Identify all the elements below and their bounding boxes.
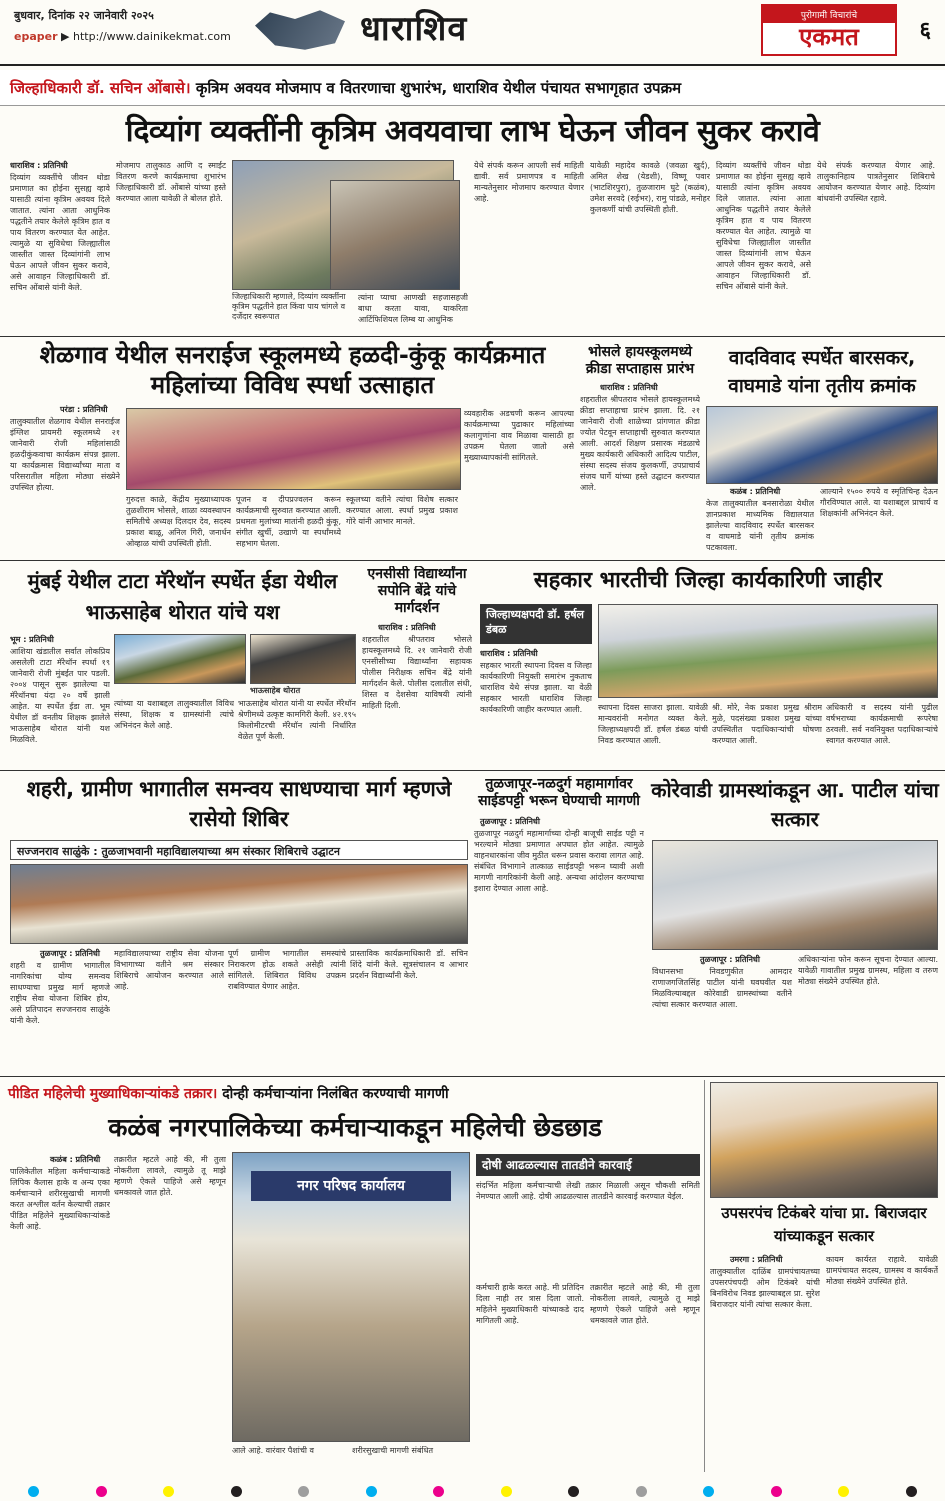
rasyo-headline: शहरी, ग्रामीण भागातील समन्वय साधण्याचा मार्ग म्हणजे रासेयो शिबिर bbox=[26, 777, 452, 831]
top-story-col-6: दिव्यांग व्यक्तींचे जीवन थोडा प्रमाणात का होईना सुसह्य व्हावे यासाठी त्यांना कृत्रिम अवयव दिले जातात. त्यांना आता आधुनिक पद्धतीने तयार केलेले कृत्रिम हात व पाय वितरण करण्यात येत आहेत. त्यामुळे या सुविधेचा जिल्ह्यातील जास्तीत जास्त दिव्यांगांनी लाभ घेऊन आपले जीवन सुकर करावे, असे आवाहन जिल्हाधिकारी डॉ. सचिन ओंबासे यांनी केले. bbox=[716, 161, 811, 291]
top-story-photo-2 bbox=[330, 180, 460, 290]
top-story-col-4: येथे संपर्क करून आपली सर्व माहिती द्यावी. सर्व प्रमाणपत्र व माहिती मान्यतेनुसार मोजमाप करण्यात येणार आहे. bbox=[474, 161, 584, 203]
epaper-url[interactable]: epaper ▶ http://www.dainikekmat.com bbox=[14, 30, 231, 43]
kalamb-col-4: तक्रारीत म्हटले आहे की, मी तुला नोकरीला लावले, त्यामुळे तू माझे म्हणणे ऐकले पाहिजे असे म्हणून धमकावले जात होते. bbox=[590, 1283, 700, 1325]
sahakar-col-3: श्री. मोरे, नेक प्रकाश प्रमुख श्रीराम मुळे, पदसंख्या प्रकाश प्रमुख यांच्या उपस्थितीत पदाधिकाऱ्यांची घोषणा करण्यात आली. bbox=[712, 703, 822, 745]
top-story-headline: दिव्यांग व्यक्तींनी कृत्रिम अवयवाचा लाभ घेऊन जीवन सुकर करावे bbox=[125, 114, 820, 149]
tuljapur-road-headline: तुळजापूर-नळदुर्ग महामार्गावर साईडपट्टी भरून घेण्याची मागणी bbox=[478, 776, 640, 809]
sahakar-headline: सहकार भारतीची जिल्हा कार्यकारिणी जाहीर bbox=[533, 568, 883, 593]
top-story-col-5: यावेळी महादेव कावळे (जवळा खुर्द), अमित शेख (येडशी), विष्णू पवार (भाटशिरपुरा), तुळजाराम घुटे (कळंब), उमेश सरवदे (रुईभर), रामु पांडळे, मनोहर कुलकर्णी यांची उपस्थिती होती. bbox=[590, 161, 710, 214]
registration-dot bbox=[231, 1486, 242, 1497]
shelgaon-photo bbox=[126, 408, 461, 490]
top-story-kicker-strip bbox=[0, 70, 945, 106]
marathon-headline: मुंबई येथील टाटा मॅरेथॉन स्पर्धेत ईडा येथील भाऊसाहेब थोरात यांचे यश bbox=[27, 569, 338, 624]
bhosle-headline: भोसले हायस्कूलमध्ये क्रीडा सप्ताहास प्रारंभ bbox=[585, 344, 695, 377]
sahakar-box-title: जिल्हाध्यक्षपदी डॉ. हर्षल डंबळ bbox=[480, 604, 592, 644]
registration-dot bbox=[906, 1486, 917, 1497]
registration-dot bbox=[433, 1486, 444, 1497]
registration-dot bbox=[28, 1486, 39, 1497]
shelgaon-col-2: गुरुदत्त काळे, केंद्रीय मुख्याध्यापक तुळशीराम भोसले, शाळा व्यवस्थापन समितीचे अध्यक्ष दिलदार देव, सदस्य प्रकाश बाळू, अनिल गिरी, जनार्धन ओव्हाळ यांची उपस्थिती होती. bbox=[126, 495, 231, 548]
registration-dot bbox=[771, 1486, 782, 1497]
top-story-col-7: येथे संपर्क करण्यात येणार आहे. तालुकानिहाय पात्रतेनुसार शिबिराचे आयोजन करण्यात येणार आहे. दिव्यांग बांधवांनी उपस्थित रहावे. bbox=[817, 161, 935, 203]
korewadi-col-2: अधिकाऱ्यांना फोन करून सूचना देण्यात आल्या. यावेळी गावातील प्रमुख ग्रामस्थ, महिला व तरुण मोठ्या संख्येने उपस्थित होते. bbox=[798, 955, 938, 986]
registration-dot bbox=[501, 1486, 512, 1497]
tikambare-photo bbox=[710, 1082, 938, 1198]
top-story-subhead: कृत्रिम अवयव मोजमाप व वितरणाचा शुभारंभ, धाराशिव येथील पंचायत सभागृहात उपक्रम bbox=[195, 79, 682, 97]
kalamb-subhead: दोन्ही कर्मचाऱ्यांना निलंबित करण्याची मागणी bbox=[222, 1086, 449, 1102]
marathon-col-1: आशिया खंडातील सर्वात लोकप्रिय असलेली टाटा मॅरेथॉन स्पर्धा १९ जानेवारी रोजी मुंबईत पार पडली. २००४ पासून सुरू झालेल्या या मॅरेथॉनचा यंदा २० वर्षे झाली आहेत. या स्पर्धेत ईडा ता. भूम येथील डॉ वनतीय शिक्षक झालेले भाऊसाहेब थोरात यांनी यश मिळविले. bbox=[10, 647, 110, 744]
vadvivad-headline: वादविवाद स्पर्धेत बारसकर, वाघमाडे यांना तृतीय क्रमांक bbox=[728, 347, 916, 397]
tuljapur-road-byline: तुळजापूर : प्रतिनिधी bbox=[480, 817, 540, 826]
rasyo-sub-strip bbox=[10, 840, 468, 860]
top-story-col-3: त्यांना प्याचा आणखी सहजासहजी बाधा करता यावा, याकरिता आर्टिफिशियल लिम्ब या आधुनिक bbox=[358, 293, 468, 324]
registration-dot bbox=[96, 1486, 107, 1497]
top-story-kicker: जिल्हाधिकारी डॉ. सचिन ओंबासे। bbox=[10, 79, 191, 97]
kalamb-box-body: संदर्भित महिला कर्मचाऱ्याची लेखी तक्रार मिळाली असून चौकशी समिती नेमण्यात आली आहे. दोषी आढळल्यास तातडीने कारवाई करण्यात येईल. bbox=[476, 1181, 700, 1201]
rasyo-photo bbox=[10, 864, 468, 944]
marathon-photo-caption: भाऊसाहेब थोरात bbox=[250, 686, 301, 695]
divider bbox=[0, 336, 945, 337]
vadvivad-col-1: केज तालुक्यातील बनसारोळा येथील ज्ञानप्रकाश माध्यमिक विद्यालयात झालेल्या वादविवाद स्पर्धेत बारसकर व वाघमाडे यांनी तृतीय क्रमांक पटकावला. bbox=[706, 499, 814, 552]
shelgaon-col-1: तालुक्यातील शेळगाव येथील सनराईज इंग्लिश प्रायमरी स्कूलमध्ये २१ जानेवारी रोजी महिलांसाठी हळदीकुंकवाचा कार्यक्रम संपन्न झाला. या कार्यक्रमास विद्यार्थ्यांच्या माता व परिसरातील महिला मोठ्या संख्येने उपस्थित होत्या. bbox=[10, 417, 120, 492]
vadvivad-col-2: आल्याने १५०० रुपये व स्मृतिचिन्ह देऊन गौरविण्यात आले. या यशाबद्दल प्राचार्य व शिक्षकांनी अभिनंदन केले. bbox=[820, 487, 938, 518]
masthead bbox=[0, 0, 945, 66]
epaper-label: epaper bbox=[14, 30, 58, 43]
shelgaon-col-3: पूजन व दीपप्रज्वलन करून कार्यक्रमाची सुरुवात करण्यात आली. प्रथमतः मुलांच्या मातांनी हळदी कुंकू, संगीत खुर्ची, उखाणे या स्पर्धांमध्ये सहभाग घेतला. bbox=[236, 495, 341, 548]
registration-dot bbox=[163, 1486, 174, 1497]
top-story-col-1: दिव्यांग व्यक्तींचे जीवन थोडा प्रमाणात का होईना सुसह्य व्हावे यासाठी त्यांना कृत्रिम अवयव दिले जातात. त्यांना आता आधुनिक पद्धतीने तयार केलेले कृत्रिम हात व पाय वितरण करण्यात येत आहेत. त्यामुळे या सुविधेचा जिल्ह्यातील जास्तीत जास्त दिव्यांगांनी लाभ घेऊन आपले जीवन सुकर करावे, असे आवाहन जिल्हाधिकारी डॉ. सचिन ओंबासे यांनी केले. bbox=[10, 173, 110, 292]
newspaper-logo bbox=[761, 4, 897, 56]
top-story-col-2: मोजमाप तालुकाठ आणि द स्माईट वितरण करणे कार्यक्रमाचा शुभारंभ जिल्हाधिकारी डॉ. ओंबासे यांच्या हस्ते करण्यात आला यावेळी ते बोलत होते. bbox=[116, 161, 226, 203]
logo-brand: एकमत bbox=[799, 23, 859, 51]
kalamb-byline: कळंब : प्रतिनिधी bbox=[50, 1155, 101, 1164]
shelgaon-col-4: स्कूलच्या वतीने त्यांचा विशेष सत्कार करण्यात आला. स्पर्धा प्रमुख प्रकाश गोरे यांनी आभार मानले. bbox=[346, 495, 458, 526]
map-decoration bbox=[250, 8, 350, 52]
registration-dot bbox=[703, 1486, 714, 1497]
ncc-body: शहरातील श्रीपतराव भोसले हायस्कूलमध्ये दि. २१ जानेवारी रोजी एनसीसीच्या विद्यार्थ्यांना सहायक पोलीस निरीक्षक सचिन बेंद्रे यांनी मार्गदर्शन केले. पोलीस दलातील संधी, शिस्त व देशसेवा याविषयी त्यांनी माहिती दिली. bbox=[362, 635, 472, 710]
kalamb-col-1: पालिकेतील महिला कर्मचाऱ्याकडे लिपिक कैलास हाके व अन्य एका कर्मचाऱ्याने शरीरसुखाची मागणी करत अश्लील वर्तन केल्याची तक्रार पीडित महिलेने मुख्याधिकाऱ्यांकडे केली आहे. bbox=[10, 1167, 110, 1231]
logo-tagline: पुरोगामी विचारांचे bbox=[763, 6, 895, 23]
tikambare-col-2: कायम कार्यरत राहावे. यावेळी ग्रामपंचायत सदस्य, ग्रामस्थ व कार्यकर्ते मोठ्या संख्येने उपस्थित होते. bbox=[826, 1255, 938, 1286]
kalamb-col-2: तक्रारीत म्हटले आहे की, मी तुला नोकरीला लावले, त्यामुळे तू माझे म्हणणे ऐकले पाहिजे असे म्हणून धमकावले जात होते. bbox=[114, 1155, 226, 1197]
vadvivad-photo bbox=[706, 406, 938, 484]
tikambare-byline: उमरगा : प्रतिनिधी bbox=[730, 1255, 783, 1264]
ncc-byline: धाराशिव : प्रतिनिधी bbox=[378, 623, 436, 632]
shelgaon-col-5: व्यवहारीक अडचणी करून आपल्या कार्यक्रमाच्या पुढाकार महिलांच्या कलागुणांना वाव मिळावा यासाठी हा उपक्रम घेतला जातो असे मुख्याध्यापकांनी सांगितले. bbox=[464, 409, 574, 462]
korewadi-col-1: विधानसभा निवडणुकीत आमदार राणाजगजितसिंह पाटील यांनी घवघवीत यश मिळविल्याबद्दल कोरेवाडी ग्रामस्थांच्या वतीने त्यांचा सत्कार करण्यात आला. bbox=[652, 967, 792, 1009]
rasyo-byline: तुळजापूर : प्रतिनिधी bbox=[40, 949, 100, 958]
sahakar-col-2: स्थापना दिवस साजरा झाला. यावेळी मान्यवरांनी मनोगत व्यक्त केले. जिल्हाध्यक्षपदी डॉ. हर्षल डंबळ यांची निवड करण्यात आली. bbox=[598, 703, 708, 745]
rasyo-col-2: महाविद्यालयाच्या राष्ट्रीय सेवा योजना विभागाच्या वतीने श्रम संस्कार शिबिराचे आयोजन करण्यात आले आहे. bbox=[114, 949, 224, 991]
registration-dot bbox=[636, 1486, 647, 1497]
korewadi-photo bbox=[652, 840, 938, 950]
rasyo-col-1: शहरी व ग्रामीण भागातील नागरिकांचा योग्य समन्वय साधण्याचा प्रमुख मार्ग म्हणजे राष्ट्रीय सेवा योजना शिबिर होय, असे प्रतिपादन सज्जनराव साळुंके यांनी केले. bbox=[10, 961, 110, 1025]
divider bbox=[704, 1080, 705, 1472]
divider bbox=[0, 1076, 945, 1077]
rasyo-sub-name: सज्जनराव साळुंके : bbox=[17, 845, 98, 858]
shelgaon-byline: परंडा : प्रतिनिधी bbox=[60, 405, 108, 414]
kalamb-photo-caption-2: शरीरसुखाची मागणी संबंधित bbox=[352, 1446, 434, 1455]
marathon-photo-1 bbox=[114, 634, 246, 684]
top-story-photo-caption: जिल्हाधिकारी म्हणाले, दिव्यांग व्यक्तींना कृत्रिम पद्धतीने हात किंवा पाय चांगले व दर्जेदार स्वरूपात bbox=[232, 292, 346, 321]
marathon-col-3: भाऊसाहेब थोरात यांनी या स्पर्धेत मॅरेथॉन श्रेणीमध्ये उत्कृष्ट कामगिरी केली. ४२.१९५ किलोमीटरची मॅरेथॉन त्यांनी निर्धारित वेळेत पूर्ण केली. bbox=[238, 699, 356, 741]
print-registration-bar bbox=[0, 1481, 945, 1501]
ncc-headline: एनसीसी विद्यार्थ्यांना सपोनि बेंद्रे यांचे मार्गदर्शन bbox=[367, 566, 467, 616]
tuljapur-road-body: तुळजापूर नळदुर्ग महामार्गाच्या दोन्ही बाजूची साईड पट्टी न भरल्याने मोठ्या प्रमाणात अपघात होत आहेत. त्यामुळे वाहनधारकांना जीव मुठीत धरून प्रवास करावा लागत आहे. संबंधित विभागाने तात्काळ साईडपट्टी भरून घ्यावी अशी मागणी नागरिकांनी केली आहे. अन्यथा आंदोलन करण्याचा इशारा देण्यात आला आहे. bbox=[474, 829, 644, 893]
sahakar-col-1: सहकार भारती स्थापना दिवस व जिल्हा कार्यकारिणी नियुक्ती समारंभ नुकताच धाराशिव येथे संपन्न झाला. या वेळी सहकार भारती धाराशिव जिल्हा कार्यकारिणी जाहीर करण्यात आली. bbox=[480, 661, 592, 714]
korewadi-byline: तुळजापूर : प्रतिनिधी bbox=[700, 955, 760, 964]
tikambare-headline: उपसरपंच टिकंबरे यांचा प्रा. बिराजदार यांच्याकडून सत्कार bbox=[721, 1204, 927, 1245]
sahakar-byline: धाराशिव : प्रतिनिधी bbox=[480, 649, 538, 658]
kalamb-photo-sign: नगर परिषद कार्यालय bbox=[251, 1171, 451, 1201]
kalamb-photo-caption: आले आहे. वारंवार पैशांची व bbox=[232, 1446, 314, 1455]
registration-dot bbox=[838, 1486, 849, 1497]
shelgaon-headline: शेळगाव येथील सनराईज स्कूलमध्ये हळदी-कुंकू कार्यक्रमात महिलांच्या विविध स्पर्धा उत्साहात bbox=[39, 341, 546, 399]
sahakar-photo bbox=[598, 604, 938, 698]
edition-name: धाराशिव bbox=[360, 9, 468, 49]
divider bbox=[0, 770, 945, 771]
divider bbox=[0, 560, 945, 561]
kalamb-photo bbox=[232, 1152, 470, 1442]
kalamb-box-title: दोषी आढळल्यास तातडीने कारवाई bbox=[476, 1154, 700, 1176]
tikambare-col-1: तालुक्यातील दाळिंब ग्रामपंचायतच्या उपसरपंचपदी ओम टिकंबरे यांची बिनविरोध निवड झाल्याबद्दल प्रा. सुरेश बिराजदार यांनी त्यांचा सत्कार केला. bbox=[710, 1267, 820, 1309]
marathon-col-2: त्यांच्या या यशाबद्दल तालुक्यातील विविध संस्था, शिक्षक व ग्रामस्थांनी त्यांचे अभिनंदन केले आहे. bbox=[114, 699, 234, 730]
kalamb-kicker-strip bbox=[0, 1080, 700, 1104]
top-story-byline: धाराशिव : प्रतिनिधी bbox=[10, 161, 68, 170]
page-number: ६ bbox=[919, 18, 931, 43]
issue-date: बुधवार, दिनांक २२ जानेवारी २०२५ bbox=[14, 9, 154, 22]
rasyo-col-3: पूर्ण ग्रामीण भागातील समस्यांचे निराकरण होऊ शकते असेही त्यांनी सांगितले. शिबिरात विविध उपक्रम राबविण्यात येणार आहेत. bbox=[228, 949, 346, 991]
marathon-byline: भूम : प्रतिनिधी bbox=[10, 635, 54, 644]
website-link[interactable]: http://www.dainikekmat.com bbox=[72, 30, 231, 43]
registration-dot bbox=[366, 1486, 377, 1497]
korewadi-headline: कोरेवाडी ग्रामस्थांकडून आ. पाटील यांचा सत्कार bbox=[651, 778, 939, 831]
registration-dot bbox=[298, 1486, 309, 1497]
kalamb-headline: कळंब नगरपालिकेच्या कर्मचाऱ्याकडून महिलेची छेडछाड bbox=[108, 1113, 602, 1142]
kalamb-kicker: पीडित महिलेची मुख्याधिकाऱ्यांकडे तक्रार। bbox=[8, 1086, 218, 1102]
kalamb-col-3: कर्मचारी हाके करत आहे. मी प्रतिदिन दिला नाही तर त्रास दिला जातो. महिलेने मुख्याधिकारी यांच्याकडे दाद मागितली आहे. bbox=[476, 1283, 584, 1325]
sahakar-col-4: अधिकारी व सदस्य यांनी पुढील वर्षभराच्या कार्यक्रमाची रूपरेषा ठरवली. सर्व नवनियुक्त पदाधिकाऱ्यांचे स्वागत करण्यात आले. bbox=[826, 703, 938, 745]
marathon-photo-2 bbox=[250, 634, 356, 684]
vadvivad-byline: कळंब : प्रतिनिधी bbox=[730, 487, 781, 496]
rasyo-col-4: प्रास्ताविक कार्यक्रमाधिकारी डॉ. सचिन शिंदे यांनी केले. सूत्रसंचालन व आभार प्रदर्शन विद्यार्थ्यांनी केले. bbox=[350, 949, 468, 980]
bhosle-body: शहरातील श्रीपतराव भोसले हायस्कूलमध्ये क्रीडा सप्ताहाचा प्रारंभ झाला. दि. २१ जानेवारी रोजी शाळेच्या प्रांगणात क्रीडा ज्योत पेटवून सप्ताहाची सुरुवात करण्यात आली. आदर्श शिक्षण प्रसारक मंडळाचे मुख्य कार्यकारी अधिकारी आदित्य पाटील, संस्था सदस्य संजय कुलकर्णी, उपप्राचार्य संजय घार्गे यांच्या हस्ते उद्घाटन करण्यात आले. bbox=[580, 395, 700, 492]
bhosle-byline: धाराशिव : प्रतिनिधी bbox=[600, 383, 658, 392]
rasyo-sub-text: तुळजाभवानी महाविद्यालयाच्या श्रम संस्कार शिबिराचे उद्घाटन bbox=[101, 845, 340, 858]
registration-dot bbox=[568, 1486, 579, 1497]
